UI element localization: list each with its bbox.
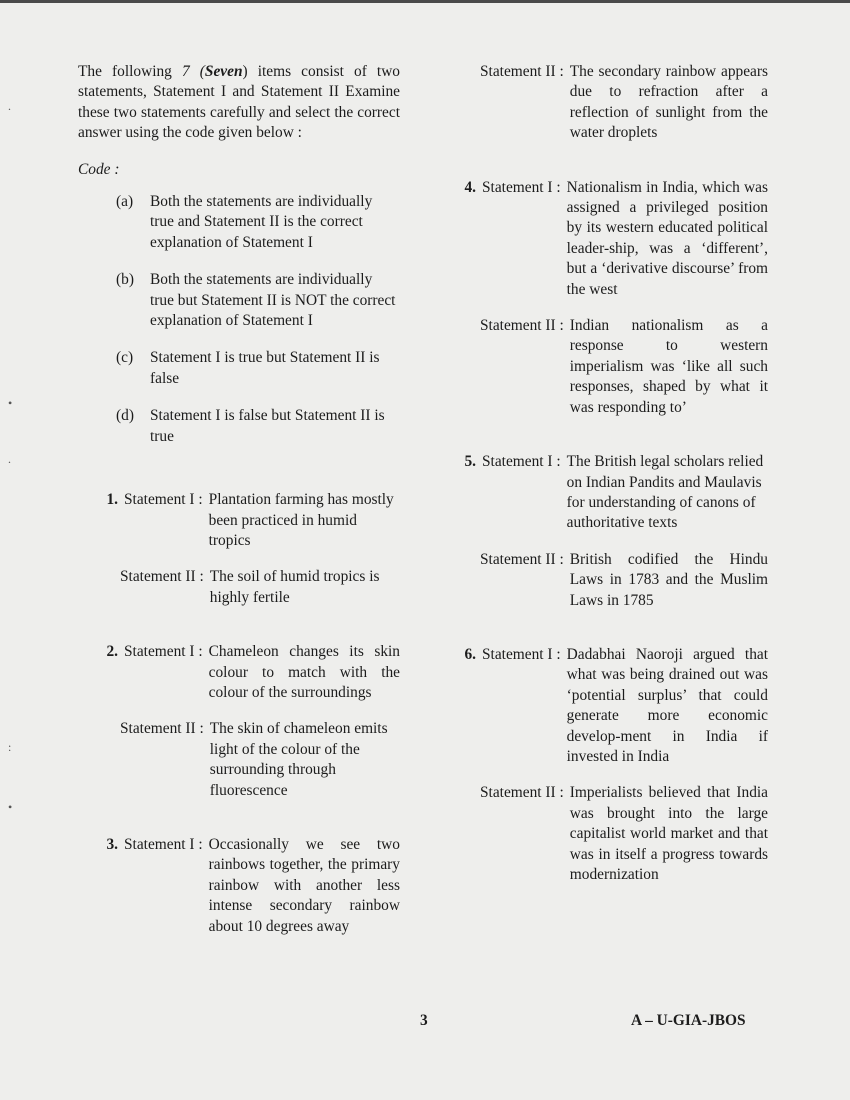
statement-label: Statement II : (480, 550, 564, 568)
top-border (0, 0, 850, 3)
question-1-statement-1 (78, 490, 400, 551)
option-letter: (a) (116, 193, 134, 211)
margin-mark: : (8, 740, 12, 754)
question-4-statement-1 (454, 178, 768, 300)
question-number: 1. (106, 491, 118, 509)
margin-mark: • (8, 396, 13, 410)
option-text: Statement I is true but Statement II is false (150, 349, 380, 387)
option-text: Statement I is false but Statement II is true (150, 407, 385, 445)
margin-mark: • (8, 800, 13, 814)
statement-text: Nationalism in India, which was assigned a privileged position by its western educated political leader-ship, was a ‘different’, but a ‘derivative discourse’ from the west (566, 178, 768, 298)
statement-label: Statement II : (480, 63, 564, 80)
page-number: 3 (420, 1012, 428, 1029)
option-a (116, 192, 400, 253)
question-5-statement-2 (454, 550, 768, 611)
question-number: 2. (106, 643, 118, 661)
statement-text: The soil of humid tropics is highly fertile (209, 568, 380, 606)
intro-text: The following (78, 63, 182, 80)
statement-label: Statement II : (120, 568, 204, 586)
question-2-statement-1 (78, 642, 400, 703)
question-number: 6. (464, 645, 476, 663)
statement-text: British codified the Hindu Laws in 1783 and the Muslim Laws in 1785 (569, 550, 768, 609)
question-number: 4. (464, 178, 476, 196)
intro-count: 7 ( (181, 63, 205, 80)
question-4-statement-2 (454, 316, 768, 418)
question-5-statement-1 (454, 452, 768, 534)
question-number: 3. (106, 835, 118, 853)
option-letter: (c) (116, 349, 134, 367)
code-label: Code : (78, 160, 120, 178)
margin-mark: . (8, 99, 11, 113)
option-text: Both the statements are individually true and Statement II is the correct explanation of Statement I (150, 193, 373, 251)
statement-text: Chameleon changes its skin colour to match with the colour of the surroundings (208, 643, 400, 701)
option-d (116, 406, 400, 447)
question-2-statement-2 (78, 719, 400, 801)
question-number: 5. (464, 453, 476, 471)
statement-label: Statement II : (120, 720, 204, 738)
statement-label: Statement I : (124, 491, 203, 509)
instructions (78, 62, 400, 144)
margin-mark: . (8, 452, 11, 466)
option-letter: (b) (116, 271, 134, 289)
right-column (454, 62, 768, 885)
statement-text: The skin of chameleon emits light of the colour of the surrounding through fluorescence (209, 720, 388, 799)
statement-text: The secondary rainbow appears due to refraction after a reflection of sunlight from the water droplets (569, 63, 768, 142)
statement-label: Statement II : (480, 784, 564, 802)
statement-label: Statement II : (480, 317, 564, 335)
statement-text: Indian nationalism as a response to western imperialism was ‘like all such responses, shaped by what it was responding to’ (569, 317, 768, 416)
question-6-statement-1 (454, 645, 768, 767)
statement-text: The British legal scholars relied on Indian Pandits and Maulavis for understanding of canons of authoritative texts (566, 453, 764, 532)
statement-text: Plantation farming has mostly been practiced in humid tropics (208, 491, 394, 549)
statement-label: Statement I : (482, 645, 561, 663)
question-6-statement-2 (454, 783, 768, 885)
option-letter: (d) (116, 407, 134, 425)
question-3-statement-1 (78, 835, 400, 937)
statement-text: Occasionally we see two rainbows together, the primary rainbow with another less intense secondary rainbow about 10 degrees away (208, 835, 400, 935)
question-3-statement-2 (454, 62, 768, 144)
left-column (78, 62, 400, 937)
intro-count-word: Seven (204, 63, 243, 80)
option-text: Both the statements are individually true but Statement II is NOT the correct explanation of Statement I (150, 271, 396, 330)
booklet-code: A – U-GIA-JBOS (631, 1012, 746, 1029)
question-1-statement-2 (78, 567, 400, 608)
statement-text: Dadabhai Naoroji argued that what was being drained out was ‘potential surplus’ that could generate more economic develop-ment in India if invested in India (566, 645, 768, 765)
option-b (116, 270, 400, 331)
intro-text-rest: ) items consist of two statements, Statement I and Statement II Examine these two statements carefully and select the correct answer using the code given below : (78, 63, 400, 142)
statement-label: Statement I : (124, 643, 203, 661)
statement-label: Statement I : (482, 453, 561, 471)
option-c (116, 348, 400, 389)
statement-text: Imperialists believed that India was brought into the large capitalist world market and that was in itself a progress towards modernization (569, 784, 768, 883)
statement-label: Statement I : (482, 178, 561, 196)
statement-label: Statement I : (124, 835, 203, 853)
